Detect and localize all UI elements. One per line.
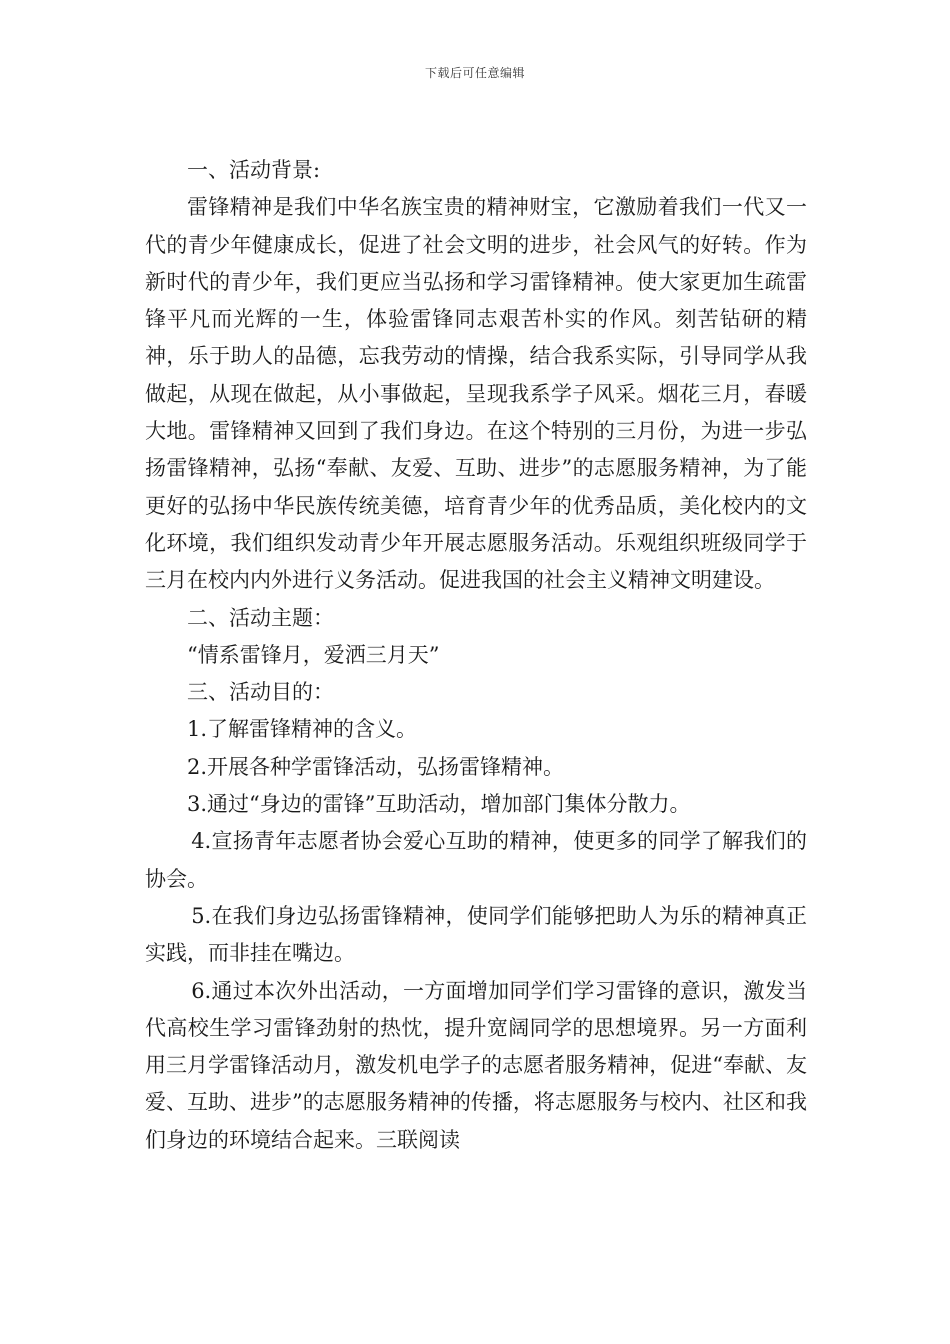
purpose-item-3: 3.通过“身边的雷锋”互助活动，增加部门集体分散力。 [187,792,691,817]
section-heading-theme: 二、活动主题： [187,605,334,630]
purpose-item-6: 6.通过本次外出活动，一方面增加同学们学习雷锋的意识，激发当代高校生学习雷锋劲射的热忱，提升宽阔同学的思想境界。另一方面利用三月学雷锋活动月，激发机电学子的志愿者服务精神，促进“奉献、友爱、互助、进步”的志愿服务精神的传播，将志愿服务与校内、社区和我们身边的环境结合起来。三联阅读 [145,978,807,1152]
purpose-item-4: 4.宣扬青年志愿者协会爱心互助的精神，使更多的同学了解我们的协会。 [145,829,807,891]
background-paragraph: 雷锋精神是我们中华名族宝贵的精神财宝，它激励着我们一代又一代的青少年健康成长，促进了社会文明的进步，社会风气的好转。作为新时代的青少年，我们更应当弘扬和学习雷锋精神。使大家更加生疏雷锋平凡而光辉的一生，体验雷锋同志艰苦朴实的作风。刻苦钻研的精神，乐于助人的品德，忘我劳动的情操，结合我系实际，引导同学从我做起，从现在做起，从小事做起，呈现我系学子风采。烟花三月，春暖大地。雷锋精神又回到了我们身边。在这个特别的三月份，为进一步弘扬雷锋精神，弘扬“奉献、友爱、互助、进步”的志愿服务精神，为了能更好的弘扬中华民族传统美德，培育青少年的优秀品质，美化校内的文化环境，我们组织发动青少年开展志愿服务活动。乐观组织班级同学于三月在校内内外进行义务活动。促进我国的社会主义精神文明建设。 [145,195,807,593]
purpose-item-2: 2.开展各种学雷锋活动，弘扬雷锋精神。 [187,754,565,779]
purpose-item-1: 1.了解雷锋精神的含义。 [187,717,418,742]
page-header-note: 下载后可任意编辑 [424,66,525,80]
section-heading-purpose: 三、活动目的： [187,680,334,705]
section-heading-background: 一、活动背景: [187,158,321,182]
purpose-item-5: 5.在我们身边弘扬雷锋精神，使同学们能够把助人为乐的精神真正实践，而非挂在嘴边。 [145,903,807,966]
theme-slogan: “情系雷锋月，爱洒三月天” [187,642,440,667]
document-body [145,152,807,1159]
